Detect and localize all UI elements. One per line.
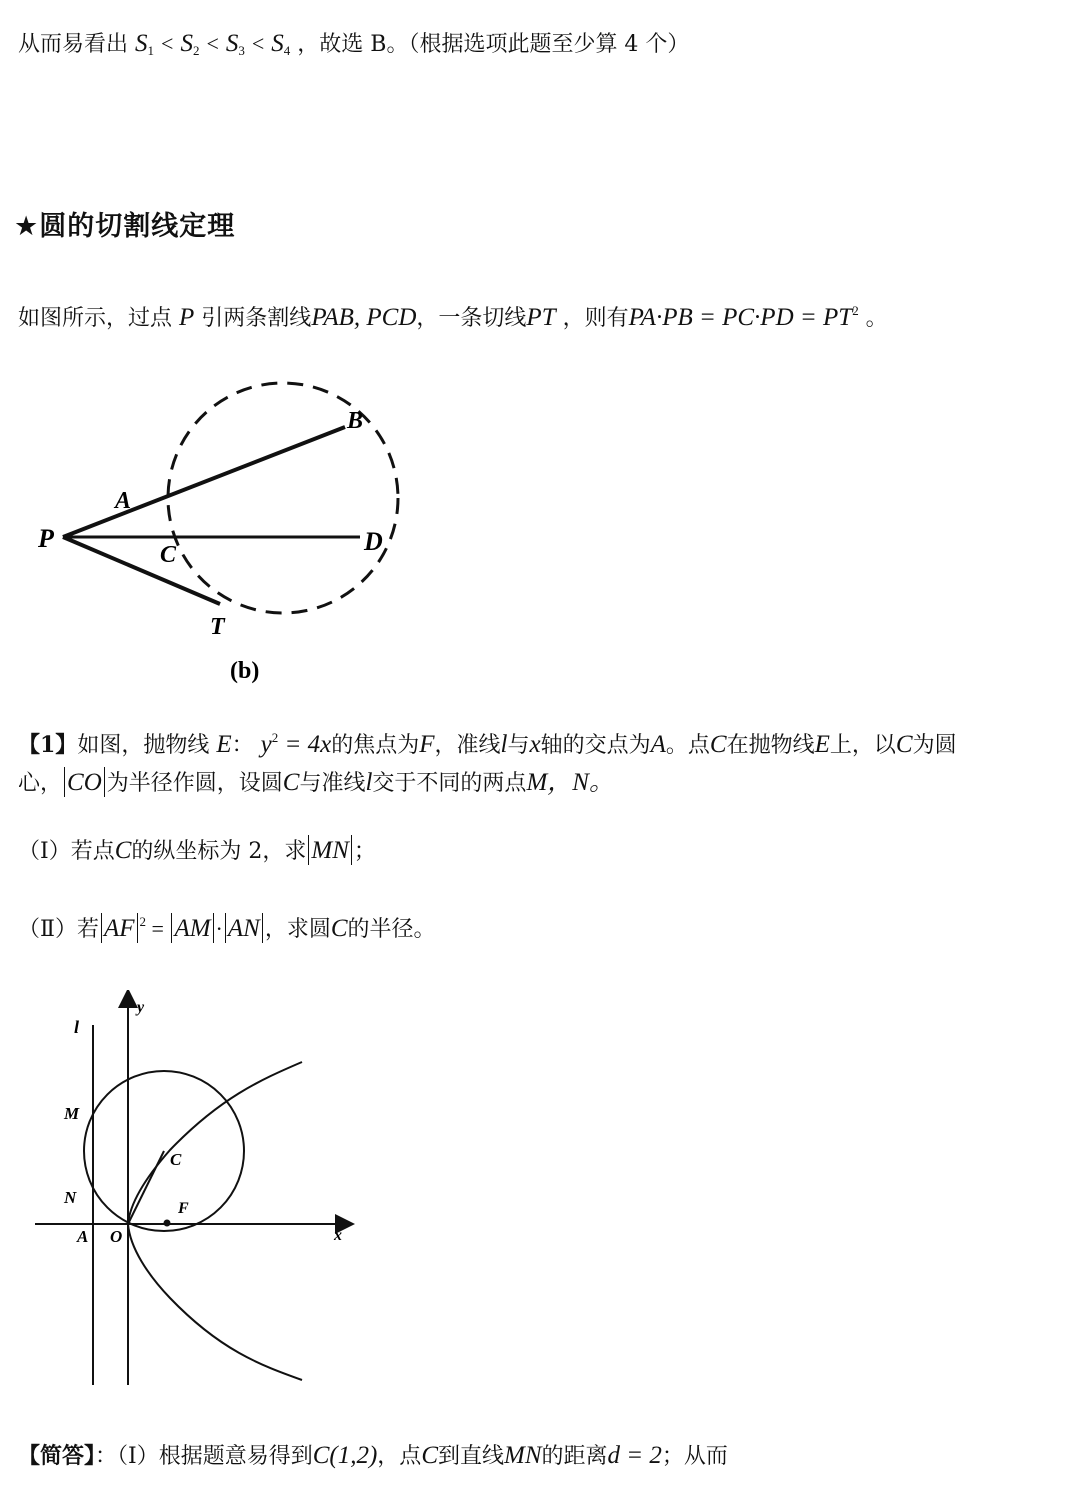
parabola-e-2: E [814,731,830,758]
abs-bar [137,913,138,943]
point-p: P [179,304,195,331]
conclusion-suffix: ，故选 B。（根据选项此题至少算 4 个） [297,32,690,57]
abs-bar [225,913,226,943]
conclusion-prefix: 从而易看出 [18,32,129,57]
eq-rest: = 4x [278,731,332,758]
label-b: B [347,408,364,434]
tangent: PT [526,304,556,331]
abs-bar [351,835,352,865]
directrix-l-2: l [365,769,373,796]
question-1 [18,835,376,868]
segment-co: CO [67,769,102,796]
label-n: N [64,1188,77,1207]
q2-sup: 2 [139,914,147,929]
eq-y: y [260,731,272,758]
problem-text-7: 在抛物线 [726,733,815,758]
focus-point [164,1220,171,1227]
axis-x: x [529,731,541,758]
label-m: M [64,1104,80,1123]
eq-sup: 2 [271,730,279,745]
q1-text-1: （Ⅰ）若点 [18,839,115,864]
parabola-curve [128,1062,302,1380]
lt3: < [251,31,265,56]
label-t: T [210,614,225,640]
abs-bar [104,767,105,797]
question-2 [18,906,436,946]
segment-mn: MN [311,837,349,864]
problem-line-1 [18,722,957,762]
problem-text-12: 与准线 [299,771,366,796]
label-x: x [334,1227,342,1244]
abs-bar [171,913,172,943]
eq-sign: = [146,916,170,941]
point-c-4: C [114,837,132,864]
directrix-l: l [500,731,508,758]
theorem-formula: PA·PB = PC·PD = PT [628,304,853,331]
answer-text-3: 到直线 [438,1444,505,1469]
problem-text-2: 的焦点为 [331,733,420,758]
abs-bar [213,913,214,943]
dot: · [215,916,223,941]
q2-text-2: ，求圆 [264,917,331,942]
sub2: 2 [192,43,200,58]
problem-text-4: 与 [507,733,530,758]
abs-bar [262,913,263,943]
theorem-text-4: ，则有 [562,306,629,331]
problem-number: 【1】 [18,732,78,758]
lt1: < [161,31,174,56]
point-c: C [709,731,727,758]
conclusion-line [18,28,689,67]
label-y: y [137,999,145,1016]
formula-sup: 2 [852,303,859,318]
colon: ： [231,733,254,758]
sub4: 4 [283,43,291,58]
point-c-2: C [895,731,913,758]
problem-text-1: 如图，抛物线 [77,733,210,758]
secant-tangent-figure [30,375,410,695]
s1: S [135,30,148,57]
theorem-statement [18,295,888,335]
segment-af: AF [103,915,135,942]
secants: PAB, PCD [311,304,417,331]
line-mn: MN [504,1442,542,1469]
parabola-e: E [216,731,232,758]
problem-line-2 [18,767,614,800]
figure-caption: (b) [230,658,260,684]
theorem-text-5: 。 [858,306,888,331]
point-c-3: C [282,769,300,796]
problem-text-9: 为圆 [912,733,957,758]
sub1: 1 [147,43,155,58]
q1-text-2: 的纵坐标为 2，求 [131,839,307,864]
q2-text-3: 的半径。 [347,917,436,942]
problem-text-6: 。点 [665,733,710,758]
point-c12: C(1,2) [312,1442,378,1469]
label-f: F [178,1200,189,1217]
theorem-text-1: 如图所示，过点 [18,306,173,331]
distance-d: d = 2 [607,1442,662,1469]
answer-text-5: ；从而 [661,1444,728,1469]
q1-text-3: ； [353,839,376,864]
answer-text-4: 的距离 [541,1444,608,1469]
q2-text-1: （Ⅱ）若 [18,917,99,942]
problem-text-5: 轴的交点为 [540,733,651,758]
focus-f: F [419,731,435,758]
answer-text-2: ，点 [377,1444,422,1469]
segment-am: AM [174,915,211,942]
point-c-5: C [330,915,348,942]
theorem-text-3: ，一条切线 [416,306,527,331]
problem-text-10: 心， [18,771,63,796]
lt2: < [206,31,219,56]
problem-text-3: ，准线 [434,733,501,758]
dashed-circle [168,383,398,613]
answer-line [18,1440,728,1473]
abs-bar [101,913,102,943]
label-l: l [74,1017,80,1037]
problem-text-11: 为半径作圆，设圆 [106,771,283,796]
theorem-text-2: 引两条割线 [201,306,312,331]
s3: S [225,30,239,57]
problem-text-8: 上，以 [829,733,896,758]
label-o: O [110,1227,123,1246]
s2: S [180,30,193,57]
point-c-ans: C [421,1442,438,1469]
abs-bar [308,835,309,865]
secant-pab [63,427,345,537]
parabola-figure [30,990,360,1395]
section-title: ★圆的切割线定理 [14,211,236,242]
s4: S [271,30,284,57]
abs-bar [64,767,65,797]
segment-co-line [128,1151,164,1224]
label-c-fig: C [170,1150,182,1169]
label-a-fig: A [77,1227,89,1246]
answer-tag: 【简答】 [18,1443,96,1469]
point-a: A [650,731,666,758]
label-a: A [115,488,132,514]
sub3: 3 [238,43,245,58]
label-d: D [364,527,383,556]
answer-text-1: ：（Ⅰ）根据题意易得到 [95,1444,313,1469]
points-mn: M，N。 [526,769,614,796]
problem-text-13: 交于不同的两点 [372,771,527,796]
label-p: P [38,524,54,553]
label-c: C [160,542,177,568]
tangent-pt [63,537,220,604]
segment-an: AN [227,915,260,942]
